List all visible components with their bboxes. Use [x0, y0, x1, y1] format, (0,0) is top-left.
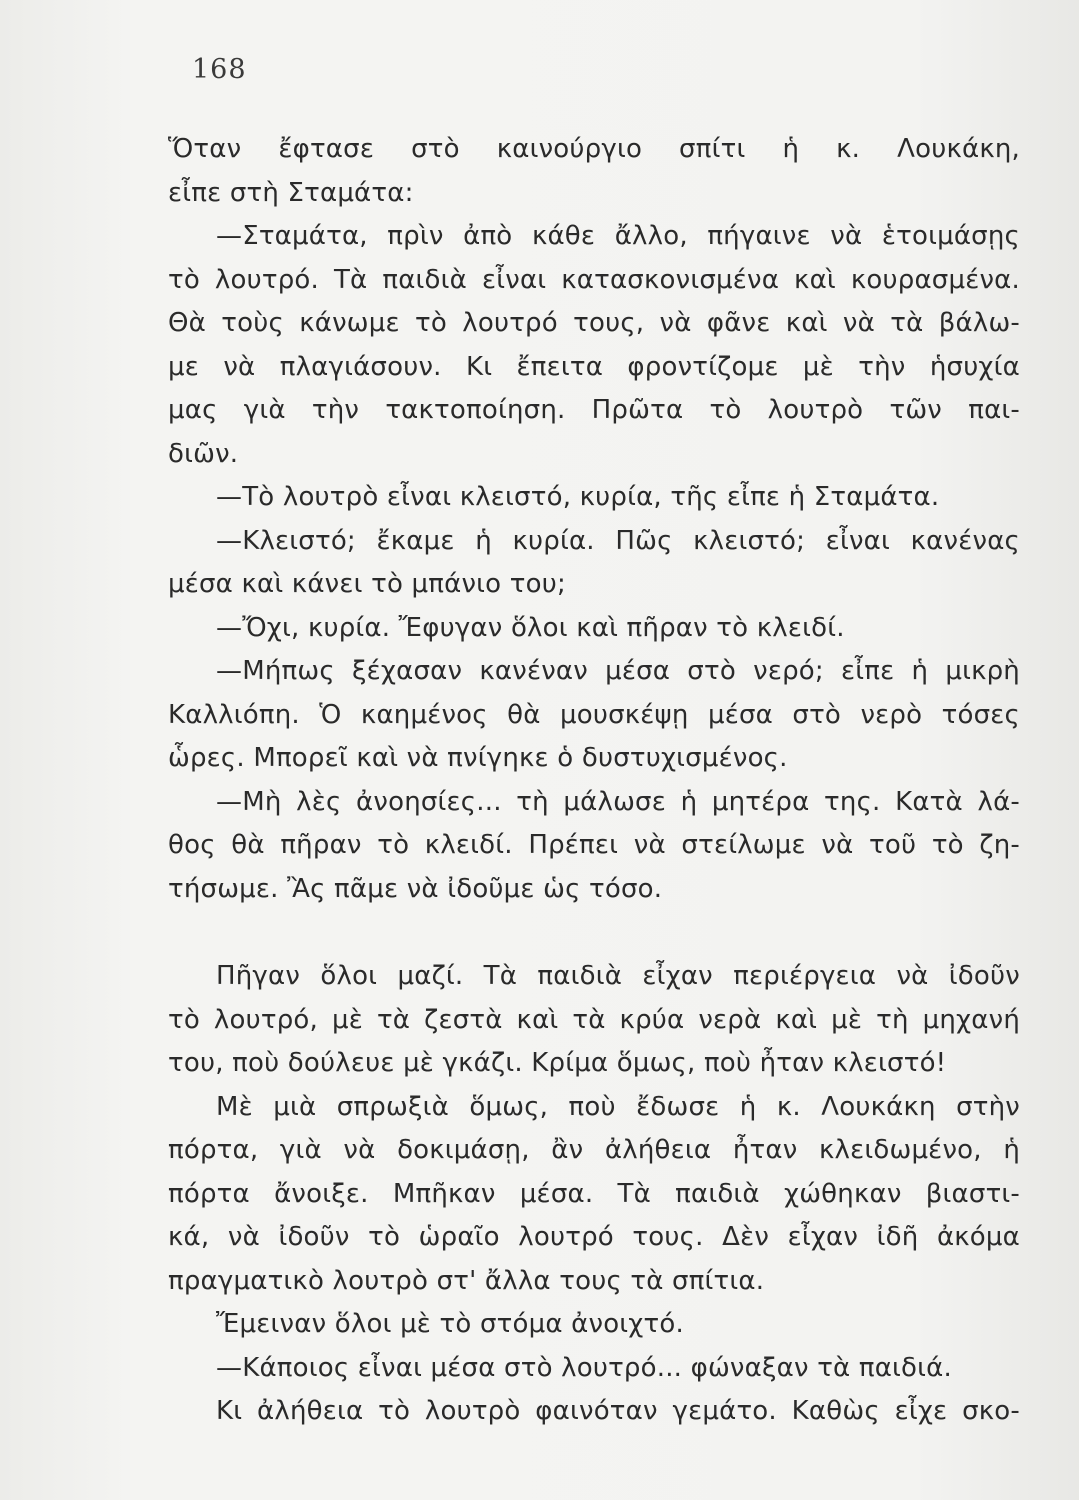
text-line: κά, νὰ ἰδοῦν τὸ ὡραῖο λουτρό τους. Δὲν εἶχαν ἰδῆ ἀκόμα — [168, 1222, 1020, 1252]
paragraph — [168, 781, 1020, 912]
text-line: —Ὄχι, κυρία. Ἔφυγαν ὅλοι καὶ πῆραν τὸ κλειδί. — [216, 612, 845, 643]
text-line: πραγματικὸ λουτρὸ στ' ἄλλα τους τὰ σπίτια. — [168, 1265, 765, 1296]
text-line: ὧρες. Μπορεῖ καὶ νὰ πνίγηκε ὁ δυστυχισμένος. — [168, 743, 788, 773]
paragraph — [168, 1347, 1020, 1391]
text-line: τήσωμε. Ἂς πᾶμε νὰ ἰδοῦμε ὡς τόσο. — [168, 873, 663, 904]
text-line: τὸ λουτρό. Τὰ παιδιὰ εἶναι κατασκονισμένα καὶ κουρασμένα. — [168, 264, 1020, 295]
text-line: Ὅταν ἔφτασε στὸ καινούργιο σπίτι ἡ κ. Λουκάκη, — [168, 134, 1020, 164]
paragraph — [168, 1086, 1020, 1304]
paragraph — [168, 215, 1020, 476]
text-line: Κι ἀλήθεια τὸ λουτρὸ φαινόταν γεμάτο. Καθὼς εἶχε σκο- — [216, 1396, 1020, 1426]
text-line: Μὲ μιὰ σπρωξιὰ ὅμως, ποὺ ἔδωσε ἡ κ. Λουκάκη στὴν — [216, 1091, 1020, 1122]
text-line: —Μήπως ξέχασαν κανέναν μέσα στὸ νερό; εἶπε ἡ μικρὴ — [216, 656, 1020, 686]
paragraph — [168, 476, 1020, 520]
text-line: —Κλειστό; ἔκαμε ἡ κυρία. Πῶς κλειστό; εἶναι κανένας — [216, 525, 1020, 556]
paragraph — [168, 520, 1020, 607]
text-line: θος θὰ πῆραν τὸ κλειδί. Πρέπει νὰ στείλωμε νὰ τοῦ τὸ ζη- — [168, 830, 1020, 860]
paragraph — [168, 1303, 1020, 1347]
text-line: —Σταμάτα, πρὶν ἀπὸ κάθε ἄλλο, πήγαινε νὰ ἑτοιμάσῃς — [216, 221, 1020, 251]
paragraph — [168, 607, 1020, 651]
text-line: πόρτα ἄνοιξε. Μπῆκαν μέσα. Τὰ παιδιὰ χώθηκαν βιαστι- — [168, 1178, 1020, 1209]
text-line: πόρτα, γιὰ νὰ δοκιμάσῃ, ἂν ἀλήθεια ἦταν κλειδωμένο, ἡ — [168, 1135, 1020, 1165]
text-line: Θὰ τοὺς κάνωμε τὸ λουτρό τους, νὰ φᾶνε καὶ νὰ τὰ βάλω- — [168, 308, 1020, 338]
section-gap — [168, 911, 1020, 955]
text-line: Ἔμειναν ὅλοι μὲ τὸ στόμα ἀνοιχτό. — [216, 1309, 684, 1339]
text-line: του, ποὺ δούλευε μὲ γκάζι. Κρίμα ὅμως, ποὺ ἦταν κλειστό! — [168, 1048, 947, 1078]
text-line: Καλλιόπη. Ὁ καημένος θὰ μουσκέψῃ μέσα στὸ νερὸ τόσες — [168, 699, 1020, 730]
paragraph — [168, 128, 1020, 215]
text-line: με νὰ πλαγιάσουν. Κι ἔπειτα φροντίζομε μὲ τὴν ἡσυχία — [168, 351, 1020, 382]
paragraph — [168, 650, 1020, 781]
text-line: μέσα καὶ κάνει τὸ μπάνιο του; — [168, 569, 566, 599]
paragraph — [168, 1390, 1020, 1434]
body-text — [168, 128, 1020, 1434]
text-line: —Μὴ λὲς ἀνοησίες... τὴ μάλωσε ἡ μητέρα της. Κατὰ λά- — [216, 786, 1020, 817]
text-line: τὸ λουτρό, μὲ τὰ ζεστὰ καὶ τὰ κρύα νερὰ καὶ μὲ τὴ μηχανή — [168, 1004, 1020, 1035]
text-line: —Κάποιος εἶναι μέσα στὸ λουτρό... φώναξαν τὰ παιδιά. — [216, 1352, 952, 1383]
text-line: Πῆγαν ὅλοι μαζί. Τὰ παιδιὰ εἶχαν περιέργεια νὰ ἰδοῦν — [216, 961, 1020, 991]
text-line: —Τὸ λουτρὸ εἶναι κλειστό, κυρία, τῆς εἶπε ἡ Σταμάτα. — [216, 482, 940, 512]
paragraph — [168, 955, 1020, 1086]
text-line: μας γιὰ τὴν τακτοποίηση. Πρῶτα τὸ λουτρὸ τῶν παι- — [168, 395, 1020, 425]
text-line: εἶπε στὴ Σταμάτα: — [168, 177, 414, 208]
text-line: διῶν. — [168, 438, 239, 469]
page-number: 168 — [192, 54, 247, 85]
